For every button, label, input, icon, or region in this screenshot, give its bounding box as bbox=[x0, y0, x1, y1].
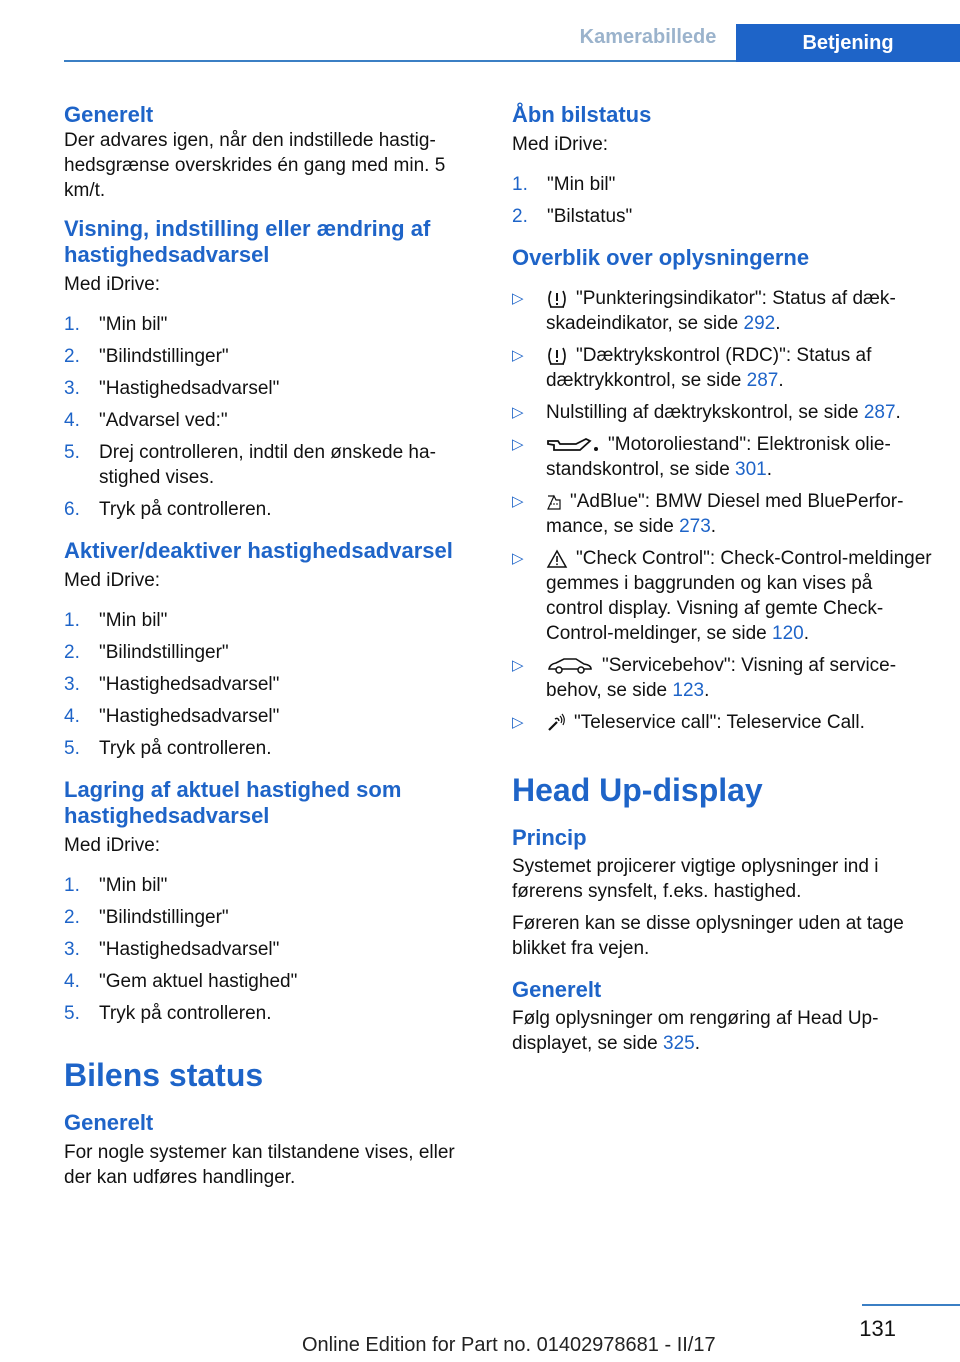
punctuation: . bbox=[766, 459, 773, 480]
bullet-triangle-icon: ▷ bbox=[512, 347, 524, 364]
step-item bbox=[64, 672, 484, 697]
step-number: 2. bbox=[64, 907, 80, 928]
punctuation: . bbox=[710, 516, 717, 537]
step-text: "Hastighedsadvarsel" bbox=[99, 939, 280, 960]
step-text: "Hastighedsadvarsel" bbox=[99, 674, 280, 695]
step-text: "Bilstatus" bbox=[547, 206, 633, 227]
steps-aktiver bbox=[64, 608, 484, 761]
step-text: Tryk på controlleren. bbox=[99, 499, 272, 520]
step-text: "Bilindstillinger" bbox=[99, 642, 229, 663]
overview-text: "Motoroliestand": Elektronisk oliestandskontrol, se side bbox=[546, 434, 891, 480]
overview-item bbox=[512, 653, 932, 703]
bullet-triangle-icon: ▷ bbox=[512, 404, 524, 421]
punctuation: . bbox=[778, 370, 784, 391]
punctuation: . bbox=[895, 402, 901, 423]
step-item bbox=[64, 937, 484, 962]
adblue-icon bbox=[546, 492, 562, 512]
step-item bbox=[512, 204, 932, 229]
step-item bbox=[64, 440, 484, 490]
bullet-triangle-icon: ▷ bbox=[512, 290, 524, 307]
step-item bbox=[64, 608, 484, 633]
step-text: "Min bil" bbox=[99, 875, 168, 896]
step-text: Tryk på controlleren. bbox=[99, 1003, 272, 1024]
step-item bbox=[64, 344, 484, 369]
step-number: 4. bbox=[64, 410, 80, 431]
idrive-label: Med iDrive: bbox=[64, 570, 161, 591]
step-text: "Gem aktuel hastighed" bbox=[99, 971, 298, 992]
page-ref-link[interactable]: 287 bbox=[863, 402, 896, 423]
step-number: 4. bbox=[64, 971, 80, 992]
step-number: 3. bbox=[64, 378, 80, 399]
bullet-triangle-icon: ▷ bbox=[512, 493, 524, 510]
tire-warning-icon bbox=[546, 289, 568, 309]
overview-item bbox=[512, 286, 932, 336]
bullet-triangle-icon: ▷ bbox=[512, 436, 524, 453]
step-number: 2. bbox=[64, 642, 80, 663]
page-ref-link[interactable]: 123 bbox=[672, 680, 705, 701]
idrive-label: Med iDrive: bbox=[64, 274, 161, 295]
step-text: Drej controlleren, indtil den ønskede hastighed vises. bbox=[99, 442, 436, 488]
step-number: 5. bbox=[64, 442, 80, 463]
page-ref-link[interactable]: 287 bbox=[746, 370, 779, 391]
step-text: "Min bil" bbox=[99, 610, 168, 631]
page-number: 131 bbox=[859, 1316, 896, 1341]
step-number: 3. bbox=[64, 939, 80, 960]
step-item bbox=[64, 704, 484, 729]
idrive-label: Med iDrive: bbox=[512, 134, 609, 155]
overview-text: Nulstilling af dæktrykskontrol, se side bbox=[546, 402, 864, 423]
tire-warning-icon bbox=[546, 346, 568, 366]
left-column bbox=[64, 102, 484, 1190]
step-number: 1. bbox=[64, 875, 80, 896]
heading-princip: Princip bbox=[512, 825, 587, 850]
step-item bbox=[64, 969, 484, 994]
paragraph-princip-1: Systemet projicerer vigtige oplysninger ind i førerens synsfelt, f.eks. hastighed. bbox=[512, 856, 879, 902]
tab-betjening[interactable]: Betjening bbox=[736, 24, 960, 62]
paragraph-generelt: Der advares igen, når den indstillede hastighedsgrænse overskrides én gang med min. 5 km/t. bbox=[64, 130, 446, 201]
step-text: "Min bil" bbox=[547, 174, 616, 195]
page-number-rule bbox=[862, 1304, 960, 1306]
steps-lagring bbox=[64, 873, 484, 1026]
step-item bbox=[64, 905, 484, 930]
overview-item bbox=[512, 432, 932, 482]
bullet-triangle-icon: ▷ bbox=[512, 657, 524, 674]
footer-edition: Online Edition for Part no. 01402978681 - II/17 bbox=[302, 1334, 716, 1356]
step-number: 2. bbox=[64, 346, 80, 367]
overview-text: "Teleservice call": Teleservice Call. bbox=[574, 712, 865, 733]
heading-head-up-display: Head Up-display bbox=[512, 772, 763, 808]
paragraph-princip-2: Føreren kan se disse oplysninger uden at tage blikket fra vejen. bbox=[512, 913, 904, 959]
heading-overblik: Overblik over oplysningerne bbox=[512, 245, 810, 270]
overview-text: "Servicebehov": Visning af servicebehov, se side bbox=[546, 655, 897, 701]
step-number: 5. bbox=[64, 1003, 80, 1024]
step-text: "Hastighedsadvarsel" bbox=[99, 706, 280, 727]
steps-visning bbox=[64, 312, 484, 522]
steps-bilstatus bbox=[512, 172, 932, 229]
punctuation: . bbox=[775, 313, 781, 334]
idrive-label: Med iDrive: bbox=[64, 835, 161, 856]
step-item bbox=[64, 1001, 484, 1026]
heading-generelt-hud: Generelt bbox=[512, 977, 602, 1002]
step-text: "Min bil" bbox=[99, 314, 168, 335]
warning-triangle-icon bbox=[546, 549, 568, 569]
overview-text: "AdBlue": BMW Diesel med BluePerformance, se side bbox=[546, 491, 904, 537]
step-item bbox=[64, 873, 484, 898]
step-number: 1. bbox=[512, 174, 528, 195]
heading-aktiver: Aktiver/deaktiver hastighedsadvarsel bbox=[64, 538, 453, 563]
step-number: 5. bbox=[64, 738, 80, 759]
overview-item bbox=[512, 400, 932, 425]
overview-item bbox=[512, 489, 932, 539]
service-car-icon bbox=[546, 656, 594, 676]
heading-generelt-2: Generelt bbox=[64, 1110, 154, 1135]
overview-list bbox=[512, 286, 932, 735]
bullet-triangle-icon: ▷ bbox=[512, 550, 524, 567]
step-number: 3. bbox=[64, 674, 80, 695]
paragraph-generelt-2: For nogle systemer kan tilstandene vises, eller der kan udføres handlinger. bbox=[64, 1142, 455, 1188]
step-number: 6. bbox=[64, 499, 80, 520]
heading-visning: Visning, indstilling eller ændring af hastighedsadvarsel bbox=[64, 216, 431, 267]
step-item bbox=[64, 408, 484, 433]
tab-kamerabillede[interactable]: Kamerabillede bbox=[579, 26, 717, 48]
step-number: 1. bbox=[64, 314, 80, 335]
step-item bbox=[64, 640, 484, 665]
page-ref-link[interactable]: 325 bbox=[663, 1033, 695, 1054]
step-item bbox=[64, 312, 484, 337]
step-text: "Bilindstillinger" bbox=[99, 346, 229, 367]
step-item bbox=[64, 497, 484, 522]
step-item bbox=[64, 736, 484, 761]
step-text: Tryk på controlleren. bbox=[99, 738, 272, 759]
oil-can-icon bbox=[546, 435, 600, 455]
step-item bbox=[512, 172, 932, 197]
punctuation: . bbox=[704, 680, 710, 701]
overview-text: "Check Control": Check-Control-meldinger gemmes i baggrunden og kan vises på control display. Visning af gemte Check-Control-meldinger, se side bbox=[546, 548, 932, 644]
step-text: "Hastighedsadvarsel" bbox=[99, 378, 280, 399]
right-column bbox=[512, 102, 932, 1056]
step-number: 1. bbox=[64, 610, 80, 631]
overview-item bbox=[512, 546, 932, 646]
heading-aabn-bilstatus: Åbn bilstatus bbox=[512, 102, 652, 127]
page-ref-link[interactable]: 292 bbox=[743, 313, 776, 334]
overview-text: "Dæktrykskontrol (RDC)": Status af dæktrykkontrol, se side bbox=[546, 345, 872, 391]
step-text: "Advarsel ved:" bbox=[99, 410, 228, 431]
wrench-call-icon bbox=[546, 713, 566, 733]
step-number: 4. bbox=[64, 706, 80, 727]
heading-generelt: Generelt bbox=[64, 102, 154, 127]
step-item bbox=[64, 376, 484, 401]
overview-item bbox=[512, 343, 932, 393]
step-number: 2. bbox=[512, 206, 528, 227]
heading-lagring: Lagring af aktuel hastighed som hastighedsadvarsel bbox=[64, 777, 402, 828]
overview-item bbox=[512, 710, 932, 735]
punctuation: . bbox=[803, 623, 809, 644]
page-ref-link[interactable]: 273 bbox=[679, 516, 711, 537]
paragraph-generelt-hud: Følg oplysninger om rengøring af Head Up-displayet, se side 325. bbox=[512, 1008, 879, 1054]
page-ref-link[interactable]: 301 bbox=[735, 459, 767, 480]
heading-bilens-status: Bilens status bbox=[64, 1057, 264, 1093]
bullet-triangle-icon: ▷ bbox=[512, 714, 524, 731]
step-text: "Bilindstillinger" bbox=[99, 907, 229, 928]
page-ref-link[interactable]: 120 bbox=[772, 623, 804, 644]
overview-text: "Punkteringsindikator": Status af dækskadeindikator, se side bbox=[546, 288, 896, 334]
